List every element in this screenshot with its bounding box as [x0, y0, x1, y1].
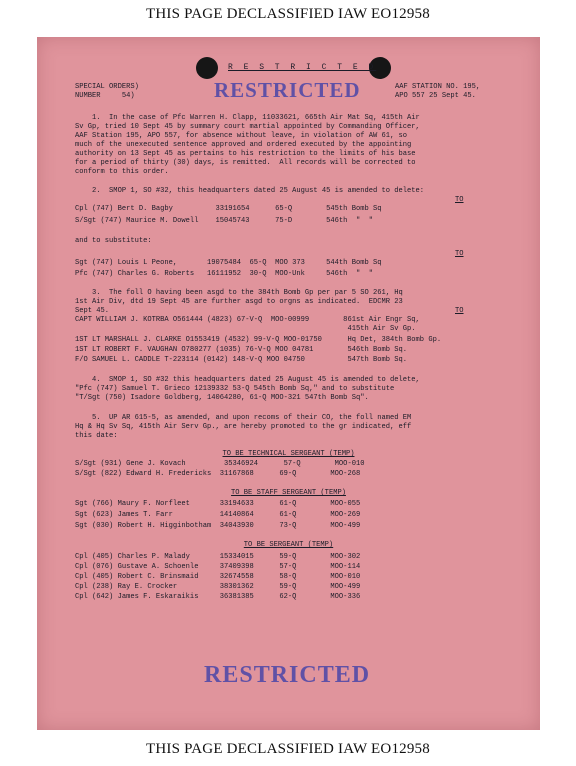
to-column-label: TO	[455, 307, 464, 315]
para1-line: authority on 13 Sept 45 as pertains to his restriction to the limits of his base	[75, 150, 416, 158]
declassified-banner-bottom: THIS PAGE DECLASSIFIED IAW EO12958	[146, 741, 430, 757]
substitute-row: Pfc (747) Charles G. Roberts 16111952 30-Q MOO-Unk 546th " "	[75, 270, 373, 278]
assignment-row: CAPT WILLIAM J. KOTRBA O561444 (4823) 67-V-Q MOO-00999 861st Air Engr Sq,	[75, 316, 420, 324]
substitute-label: and to substitute:	[75, 237, 152, 245]
para5-line: Hq & Hq Sv Sq, 415th Air Serv Gp., are hereby promoted to the gr indicated, eff	[75, 423, 412, 431]
promotion-row: S/Sgt (931) Gene J. Kovach 35346924 57-Q MOO-010	[75, 460, 365, 468]
restricted-stamp-top: RESTRICTED	[214, 78, 361, 102]
to-column-label: TO	[455, 196, 464, 204]
promotion-heading: TO BE TECHNICAL SERGEANT (TEMP)	[222, 450, 355, 458]
para1-line: Sv Gp, tried 10 Sept 45 by summary court martial appointed by Commanding Officer,	[75, 123, 420, 131]
promotion-row: Cpl (405) Charles P. Malady 15334015 59-Q MOO-302	[75, 553, 361, 561]
special-orders-number: NUMBER 54)	[75, 92, 135, 100]
substitute-row: Sgt (747) Louis L Peone, 19075484 65-Q MOO 373 544th Bomb Sq	[75, 259, 382, 267]
delete-row: S/Sgt (747) Maurice M. Dowell 15045743 75-D 546th " "	[75, 217, 373, 225]
restricted-stamp-bottom: RESTRICTED	[204, 662, 371, 688]
assignment-row: 415th Air Sv Gp.	[75, 325, 416, 333]
para4-line: 4. SMOP 1, SO #32 this headquarters dated 25 August 45 is amended to delete,	[75, 376, 420, 384]
para1-line: much of the unexecuted sentence approved and ordered executed by the appointing	[75, 141, 412, 149]
para5-line: 5. UP AR 615-5, as amended, and upon recoms of their CO, the foll named EM	[75, 414, 412, 422]
para4-line: "T/Sgt (750) Isadore Goldberg, 14064280, 61-Q MOO-321 547th Bomb Sq".	[75, 394, 369, 402]
apo-date: APO 557 25 Sept 45.	[395, 92, 476, 100]
para2-intro: 2. SMOP 1, SO #32, this headquarters dated 25 August 45 is amended to delete:	[75, 187, 425, 195]
para1-line: 1. In the case of Pfc Warren H. Clapp, 11033621, 665th Air Mat Sq, 415th Air	[75, 114, 420, 122]
promotion-row: S/Sgt (822) Edward H. Fredericks 31167868 69-Q MOO-268	[75, 470, 361, 478]
para1-line: AAF Station 195, APO 557, for absence without leave, in violation of AW 61, so	[75, 132, 408, 140]
assignment-row: 1ST LT MARSHALL J. CLARKE O1553419 (4532) 99-V-Q MOO-01750 Hq Det, 384th Bomb Gp.	[75, 336, 442, 344]
para3-line: Sept 45.	[75, 307, 110, 315]
promotion-heading: TO BE STAFF SERGEANT (TEMP)	[231, 489, 346, 497]
promotion-row: Cpl (076) Gustave A. Schoenle 37409398 57-Q MOO-114	[75, 563, 361, 571]
to-column-label: TO	[455, 250, 464, 258]
assignment-row: F/O SAMUEL L. CADDLE T-223114 (0142) 148-V-Q MOO 04750 547th Bomb Sq.	[75, 356, 408, 364]
para1-line: conform to this order.	[75, 168, 169, 176]
declassified-banner-top: THIS PAGE DECLASSIFIED IAW EO12958	[146, 6, 430, 22]
promotion-row: Cpl (405) Robert C. Brinsmaid 32674558 58-Q MOO-010	[75, 573, 361, 581]
station-label: AAF STATION NO. 195,	[395, 83, 481, 91]
punch-hole-left	[196, 57, 218, 79]
para5-line: this date:	[75, 432, 118, 440]
special-orders-label: SPECIAL ORDERS)	[75, 83, 139, 91]
para3-line: 3. The foll O having been asgd to the 384th Bomb Gp per par 5 SO 261, Hq	[75, 289, 403, 297]
promotion-row: Cpl (238) Ray E. Crocker 38301362 59-Q MOO-499	[75, 583, 361, 591]
assignment-row: 1ST LT ROBERT F. VAUGHAN O780277 (1035) 76-V-Q MOO 04781 546th Bomb Sq.	[75, 346, 408, 354]
para1-line: for a period of thirty (30) days, is remitted. All records will be corrected to	[75, 159, 416, 167]
delete-row: Cpl (747) Bert D. Bagby 33191654 65-Q 545th Bomb Sq	[75, 205, 382, 213]
promotion-row: Sgt (766) Maury F. Norfleet 33194633 61-Q MOO-055	[75, 500, 361, 508]
document-page	[37, 37, 540, 730]
para4-line: "Pfc (747) Samuel T. Grieco 12139332 53-Q 545th Bomb Sq," and to substitute	[75, 385, 395, 393]
classification-header: R E S T R I C T E D	[228, 63, 377, 72]
promotion-row: Sgt (030) Robert H. Higginbotham 34043930 73-Q MOO-499	[75, 522, 361, 530]
promotion-heading: TO BE SERGEANT (TEMP)	[243, 541, 334, 549]
para3-line: 1st Air Div, dtd 19 Sept 45 are further asgd to orgns as indicated. EDCMR 23	[75, 298, 403, 306]
promotion-row: Sgt (623) James T. Farr 14140864 61-Q MOO-269	[75, 511, 361, 519]
promotion-row: Cpl (642) James F. Eskaraikis 36381385 62-Q MOO-336	[75, 593, 361, 601]
